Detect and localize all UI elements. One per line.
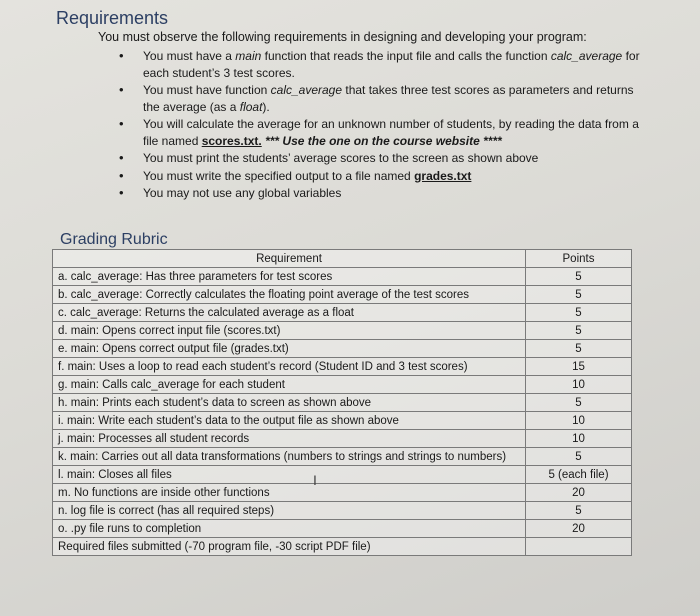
row-label: h. main: Prints each student’s data to screen as shown above <box>53 394 526 412</box>
row-label: j. main: Processes all student records <box>53 430 526 448</box>
row-points: 5 <box>526 286 632 304</box>
row-points: 5 <box>526 268 632 286</box>
row-points: 20 <box>526 484 632 502</box>
row-label: o. .py file runs to completion <box>53 520 526 538</box>
row-label: f. main: Uses a loop to read each student’s record (Student ID and 3 test scores) <box>53 358 526 376</box>
row-points: 5 <box>526 304 632 322</box>
table-row <box>53 376 632 394</box>
table-row <box>53 394 632 412</box>
row-label: g. main: Calls calc_average for each student <box>53 376 526 394</box>
table-row <box>53 268 632 286</box>
requirements-intro: You must observe the following requirements in designing and developing your program: <box>98 30 587 44</box>
table-row <box>53 322 632 340</box>
requirement-item: • You may not use any global variables <box>143 185 643 202</box>
row-points: 15 <box>526 358 632 376</box>
row-points <box>526 538 632 556</box>
requirements-heading: Requirements <box>56 8 169 28</box>
row-points: 10 <box>526 412 632 430</box>
table-row <box>53 286 632 304</box>
requirement-column-header: Requirement <box>53 250 526 268</box>
rubric-heading: Grading Rubric <box>60 231 168 248</box>
row-label: c. calc_average: Returns the calculated average as a float <box>53 304 526 322</box>
table-row <box>53 538 632 556</box>
row-label: i. main: Write each student’s data to the output file as shown above <box>53 412 526 430</box>
table-row <box>53 502 632 520</box>
row-label: n. log file is correct (has all required steps) <box>53 502 526 520</box>
table-row <box>53 358 632 376</box>
table-header-row <box>53 250 632 268</box>
row-label: k. main: Carries out all data transformations (numbers to strings and strings to numbers) <box>53 448 526 466</box>
row-points: 5 <box>526 502 632 520</box>
row-points: 10 <box>526 430 632 448</box>
points-column-header: Points <box>526 250 632 268</box>
table-row <box>53 466 632 484</box>
row-label: Required files submitted (-70 program file, -30 script PDF file) <box>53 538 526 556</box>
requirement-item: • You will calculate the average for an unknown number of students, by reading the data from a file named scores.txt. *** Use the one on the course website **** <box>143 116 643 149</box>
row-points: 5 (each file) <box>526 466 632 484</box>
table-row <box>53 430 632 448</box>
row-label: a. calc_average: Has three parameters for test scores <box>53 268 526 286</box>
row-label: b. calc_average: Correctly calculates the floating point average of the test scores <box>53 286 526 304</box>
requirement-item: • You must have a main function that reads the input file and calls the function calc_average for each student’s 3 test scores. <box>143 48 643 81</box>
table-row <box>53 448 632 466</box>
row-points: 20 <box>526 520 632 538</box>
rubric-table <box>52 249 632 556</box>
row-label: d. main: Opens correct input file (scores.txt) <box>53 322 526 340</box>
requirement-item: • You must have function calc_average that takes three test scores as parameters and returns the average (as a float). <box>143 82 643 115</box>
row-points: 10 <box>526 376 632 394</box>
requirement-item: • You must print the students’ average scores to the screen as shown above <box>143 150 643 167</box>
row-points: 5 <box>526 394 632 412</box>
requirements-list <box>143 48 643 203</box>
row-label: e. main: Opens correct output file (grades.txt) <box>53 340 526 358</box>
row-label: l. main: Closes all files <box>53 466 526 484</box>
table-row <box>53 520 632 538</box>
row-points: 5 <box>526 322 632 340</box>
text-cursor-icon: I <box>313 472 317 488</box>
row-points: 5 <box>526 448 632 466</box>
table-row <box>53 412 632 430</box>
table-row <box>53 340 632 358</box>
requirement-item: • You must write the specified output to a file named grades.txt <box>143 168 643 185</box>
row-label: m. No functions are inside other functions <box>53 484 526 502</box>
table-row <box>53 304 632 322</box>
table-row <box>53 484 632 502</box>
row-points: 5 <box>526 340 632 358</box>
